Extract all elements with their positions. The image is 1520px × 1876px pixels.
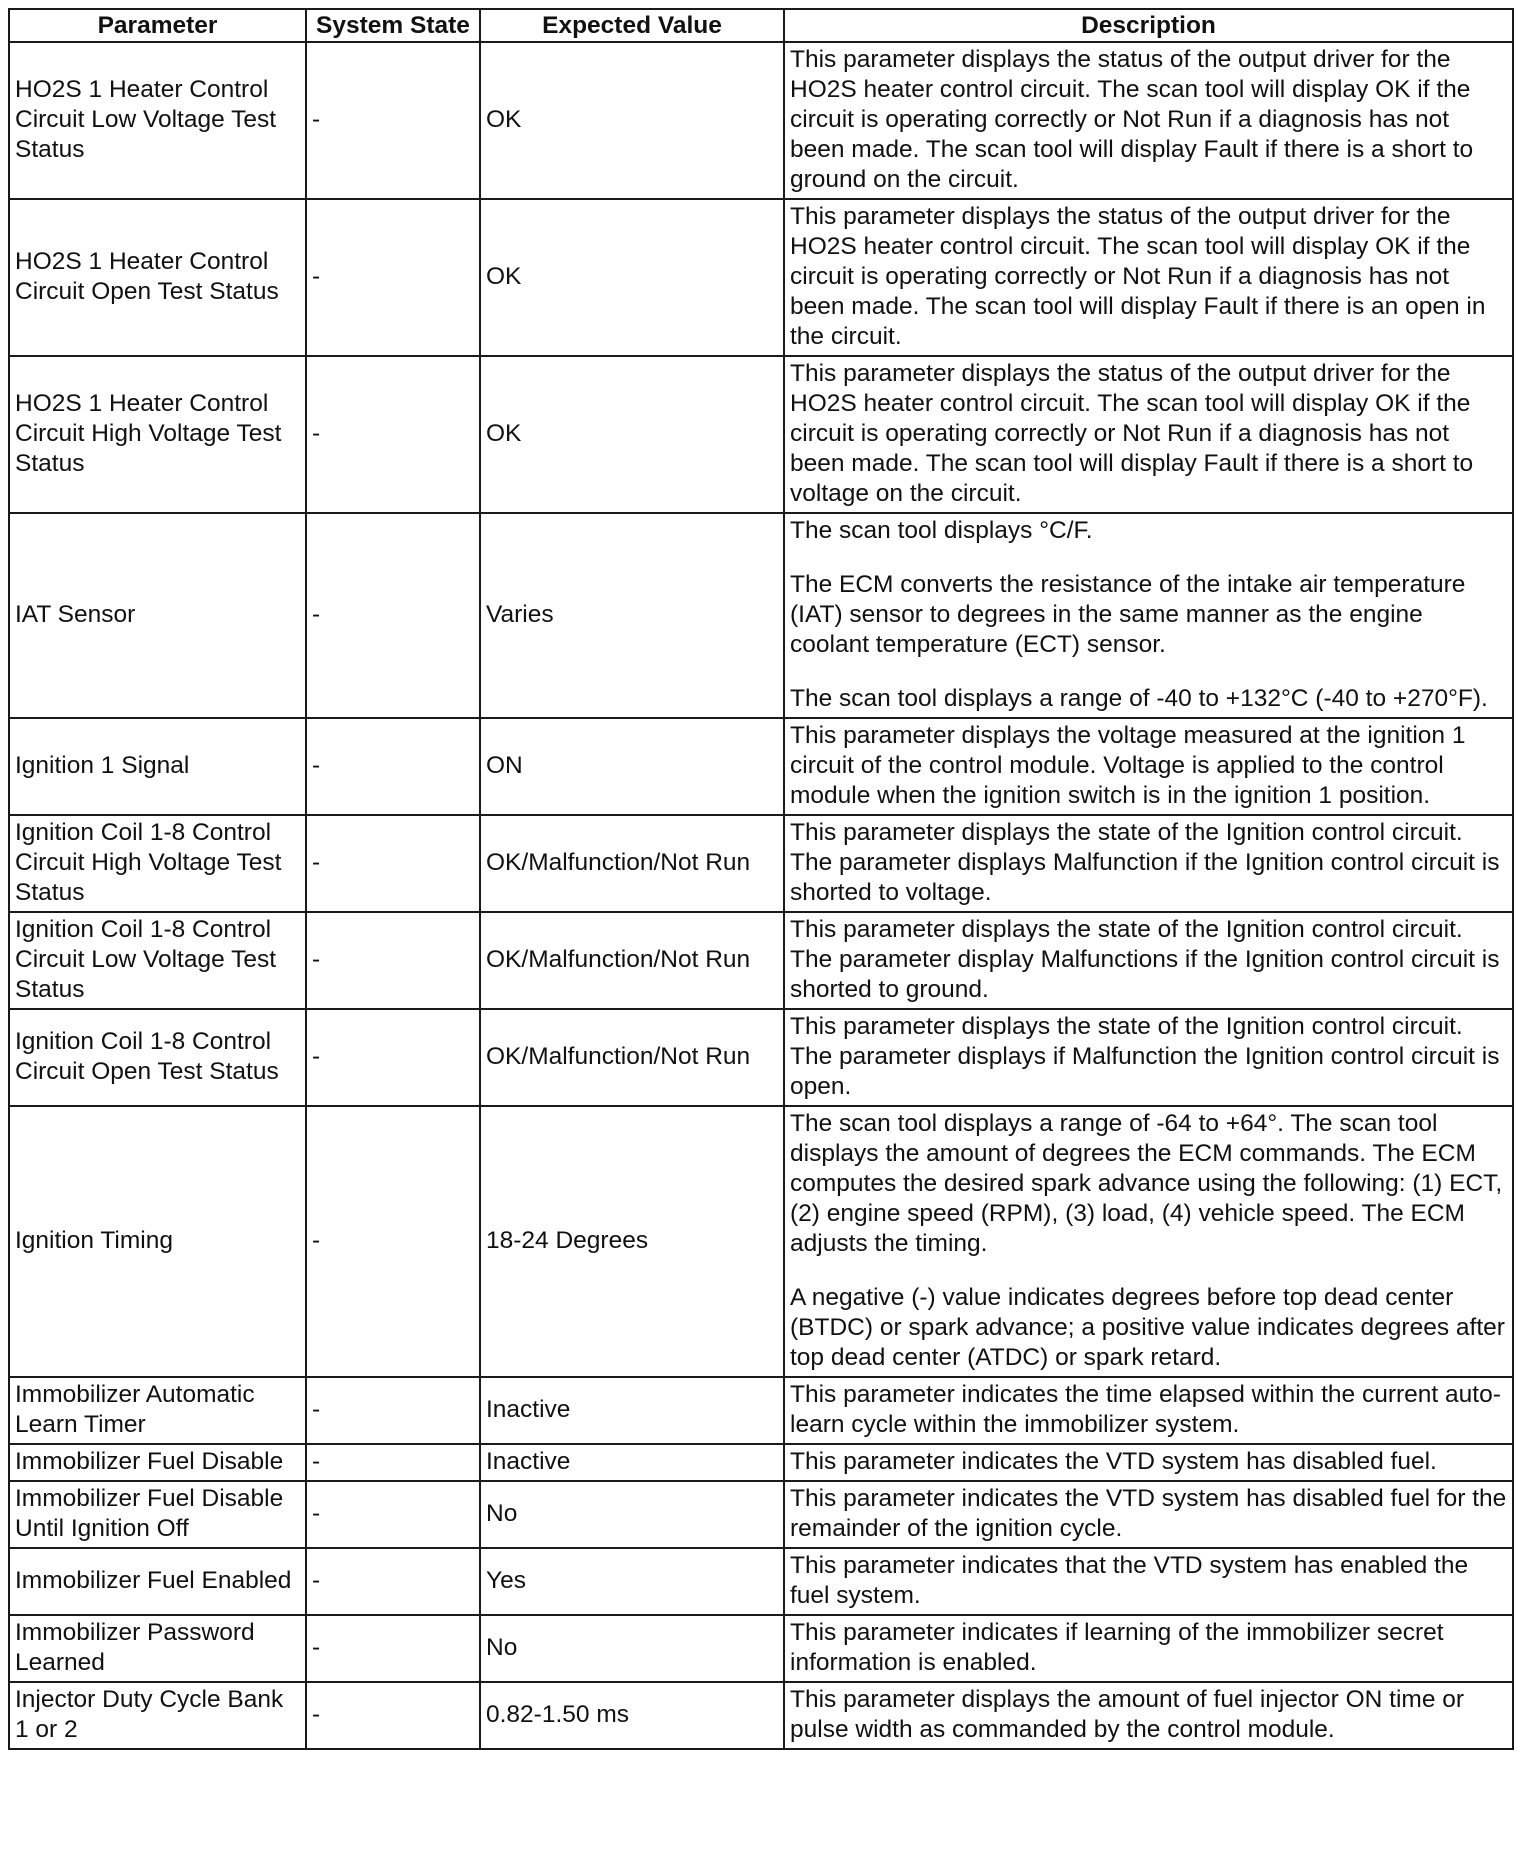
- parameter-cell: Ignition Coil 1-8 Control Circuit Open Test Status: [9, 1009, 306, 1106]
- table-row: [9, 1682, 1513, 1749]
- system-state-cell: -: [306, 42, 480, 199]
- parameter-cell: HO2S 1 Heater Control Circuit High Voltage Test Status: [9, 356, 306, 513]
- table-row: [9, 1481, 1513, 1548]
- expected-value-cell: 18-24 Degrees: [480, 1106, 784, 1377]
- description-paragraph: This parameter displays the state of the Ignition control circuit. The parameter display Malfunctions if the Ignition control circuit is shorted to ground.: [790, 916, 1500, 1003]
- header-expected-value: Expected Value: [480, 9, 784, 42]
- description-paragraph: The scan tool displays a range of -64 to +64°. The scan tool displays the amount of degrees the ECM commands. The ECM computes the desired spark advance using the following: (1) ECT, (2) engine speed (RPM), (3) load, (4) vehicle speed. The ECM adjusts the timing.: [790, 1110, 1503, 1257]
- table-body: [9, 42, 1513, 1749]
- parameter-cell: Immobilizer Automatic Learn Timer: [9, 1377, 306, 1444]
- system-state-cell: -: [306, 1481, 480, 1548]
- description-paragraph: This parameter displays the status of the output driver for the HO2S heater control circuit. The scan tool will display OK if the circuit is operating correctly or Not Run if a diagnosis has not been made. The scan tool will display Fault if there is a short to voltage on the circuit.: [790, 360, 1474, 507]
- table-row: [9, 1009, 1513, 1106]
- expected-value-cell: OK: [480, 356, 784, 513]
- description-cell: [784, 718, 1513, 815]
- parameter-cell: Ignition Coil 1-8 Control Circuit Low Voltage Test Status: [9, 912, 306, 1009]
- system-state-cell: -: [306, 356, 480, 513]
- system-state-cell: -: [306, 912, 480, 1009]
- description-cell: [784, 513, 1513, 718]
- expected-value-cell: OK: [480, 42, 784, 199]
- table-row: [9, 356, 1513, 513]
- expected-value-cell: OK/Malfunction/Not Run: [480, 815, 784, 912]
- description-paragraph: This parameter indicates the VTD system has disabled fuel.: [790, 1448, 1437, 1475]
- table-row: [9, 1548, 1513, 1615]
- expected-value-cell: No: [480, 1615, 784, 1682]
- parameter-cell: Immobilizer Fuel Disable: [9, 1444, 306, 1481]
- parameter-cell: Immobilizer Password Learned: [9, 1615, 306, 1682]
- description-paragraph: This parameter displays the state of the Ignition control circuit. The parameter displays if Malfunction the Ignition control circuit is open.: [790, 1013, 1500, 1100]
- expected-value-cell: OK: [480, 199, 784, 356]
- table-row: [9, 1106, 1513, 1377]
- table-row: [9, 199, 1513, 356]
- expected-value-cell: ON: [480, 718, 784, 815]
- parameter-table: [8, 8, 1514, 1750]
- description-cell: [784, 1615, 1513, 1682]
- header-system-state: System State: [306, 9, 480, 42]
- header-description: Description: [784, 9, 1513, 42]
- description-paragraph: This parameter displays the voltage measured at the ignition 1 circuit of the control module. Voltage is applied to the control module when the ignition switch is in the ignition 1 position.: [790, 722, 1466, 809]
- system-state-cell: -: [306, 1444, 480, 1481]
- system-state-cell: -: [306, 1548, 480, 1615]
- table-row: [9, 1377, 1513, 1444]
- table-row: [9, 815, 1513, 912]
- parameter-cell: Immobilizer Fuel Enabled: [9, 1548, 306, 1615]
- description-paragraph: This parameter indicates that the VTD system has enabled the fuel system.: [790, 1552, 1469, 1609]
- system-state-cell: -: [306, 1615, 480, 1682]
- header-parameter: Parameter: [9, 9, 306, 42]
- description-cell: [784, 912, 1513, 1009]
- description-cell: [784, 1481, 1513, 1548]
- system-state-cell: -: [306, 1106, 480, 1377]
- expected-value-cell: 0.82-1.50 ms: [480, 1682, 784, 1749]
- description-paragraph: This parameter displays the amount of fuel injector ON time or pulse width as commanded by the control module.: [790, 1686, 1465, 1743]
- description-cell: [784, 1444, 1513, 1481]
- description-cell: [784, 1377, 1513, 1444]
- description-paragraph: The scan tool displays a range of -40 to +132°C (-40 to +270°F).: [790, 685, 1488, 712]
- expected-value-cell: Yes: [480, 1548, 784, 1615]
- system-state-cell: -: [306, 1377, 480, 1444]
- description-paragraph: This parameter indicates the VTD system has disabled fuel for the remainder of the ignition cycle.: [790, 1485, 1507, 1542]
- parameter-cell: IAT Sensor: [9, 513, 306, 718]
- description-paragraph: This parameter displays the status of the output driver for the HO2S heater control circuit. The scan tool will display OK if the circuit is operating correctly or Not Run if a diagnosis has not been made. The scan tool will display Fault if there is an open in the circuit.: [790, 203, 1486, 350]
- description-cell: [784, 42, 1513, 199]
- expected-value-cell: Inactive: [480, 1377, 784, 1444]
- description-cell: [784, 1548, 1513, 1615]
- parameter-cell: Immobilizer Fuel Disable Until Ignition Off: [9, 1481, 306, 1548]
- parameter-cell: Ignition 1 Signal: [9, 718, 306, 815]
- system-state-cell: -: [306, 199, 480, 356]
- system-state-cell: -: [306, 815, 480, 912]
- description-paragraph: This parameter displays the status of the output driver for the HO2S heater control circuit. The scan tool will display OK if the circuit is operating correctly or Not Run if a diagnosis has not been made. The scan tool will display Fault if there is a short to ground on the circuit.: [790, 46, 1474, 193]
- description-paragraph: The scan tool displays °C/F.: [790, 517, 1093, 544]
- system-state-cell: -: [306, 513, 480, 718]
- table-row: [9, 718, 1513, 815]
- parameter-cell: HO2S 1 Heater Control Circuit Low Voltage Test Status: [9, 42, 306, 199]
- description-paragraph: This parameter indicates if learning of the immobilizer secret information is enabled.: [790, 1619, 1444, 1676]
- description-cell: [784, 1009, 1513, 1106]
- description-cell: [784, 356, 1513, 513]
- description-cell: [784, 1682, 1513, 1749]
- header-row: [9, 9, 1513, 42]
- parameter-cell: Injector Duty Cycle Bank 1 or 2: [9, 1682, 306, 1749]
- description-paragraph: The ECM converts the resistance of the intake air temperature (IAT) sensor to degrees in the same manner as the engine coolant temperature (ECT) sensor.: [790, 571, 1466, 658]
- table-row: [9, 513, 1513, 718]
- system-state-cell: -: [306, 1009, 480, 1106]
- description-cell: [784, 199, 1513, 356]
- parameter-cell: HO2S 1 Heater Control Circuit Open Test Status: [9, 199, 306, 356]
- description-cell: [784, 815, 1513, 912]
- description-paragraph: A negative (-) value indicates degrees before top dead center (BTDC) or spark advance; a positive value indicates degrees after top dead center (ATDC) or spark retard.: [790, 1284, 1505, 1371]
- table-row: [9, 1615, 1513, 1682]
- expected-value-cell: No: [480, 1481, 784, 1548]
- description-paragraph: This parameter displays the state of the Ignition control circuit. The parameter displays Malfunction if the Ignition control circuit is shorted to voltage.: [790, 819, 1500, 906]
- description-cell: [784, 1106, 1513, 1377]
- system-state-cell: -: [306, 1682, 480, 1749]
- table-row: [9, 1444, 1513, 1481]
- system-state-cell: -: [306, 718, 480, 815]
- parameter-cell: Ignition Timing: [9, 1106, 306, 1377]
- expected-value-cell: OK/Malfunction/Not Run: [480, 912, 784, 1009]
- expected-value-cell: Inactive: [480, 1444, 784, 1481]
- table-row: [9, 42, 1513, 199]
- description-paragraph: This parameter indicates the time elapsed within the current auto-learn cycle within the immobilizer system.: [790, 1381, 1501, 1438]
- parameter-cell: Ignition Coil 1-8 Control Circuit High Voltage Test Status: [9, 815, 306, 912]
- expected-value-cell: OK/Malfunction/Not Run: [480, 1009, 784, 1106]
- expected-value-cell: Varies: [480, 513, 784, 718]
- table-row: [9, 912, 1513, 1009]
